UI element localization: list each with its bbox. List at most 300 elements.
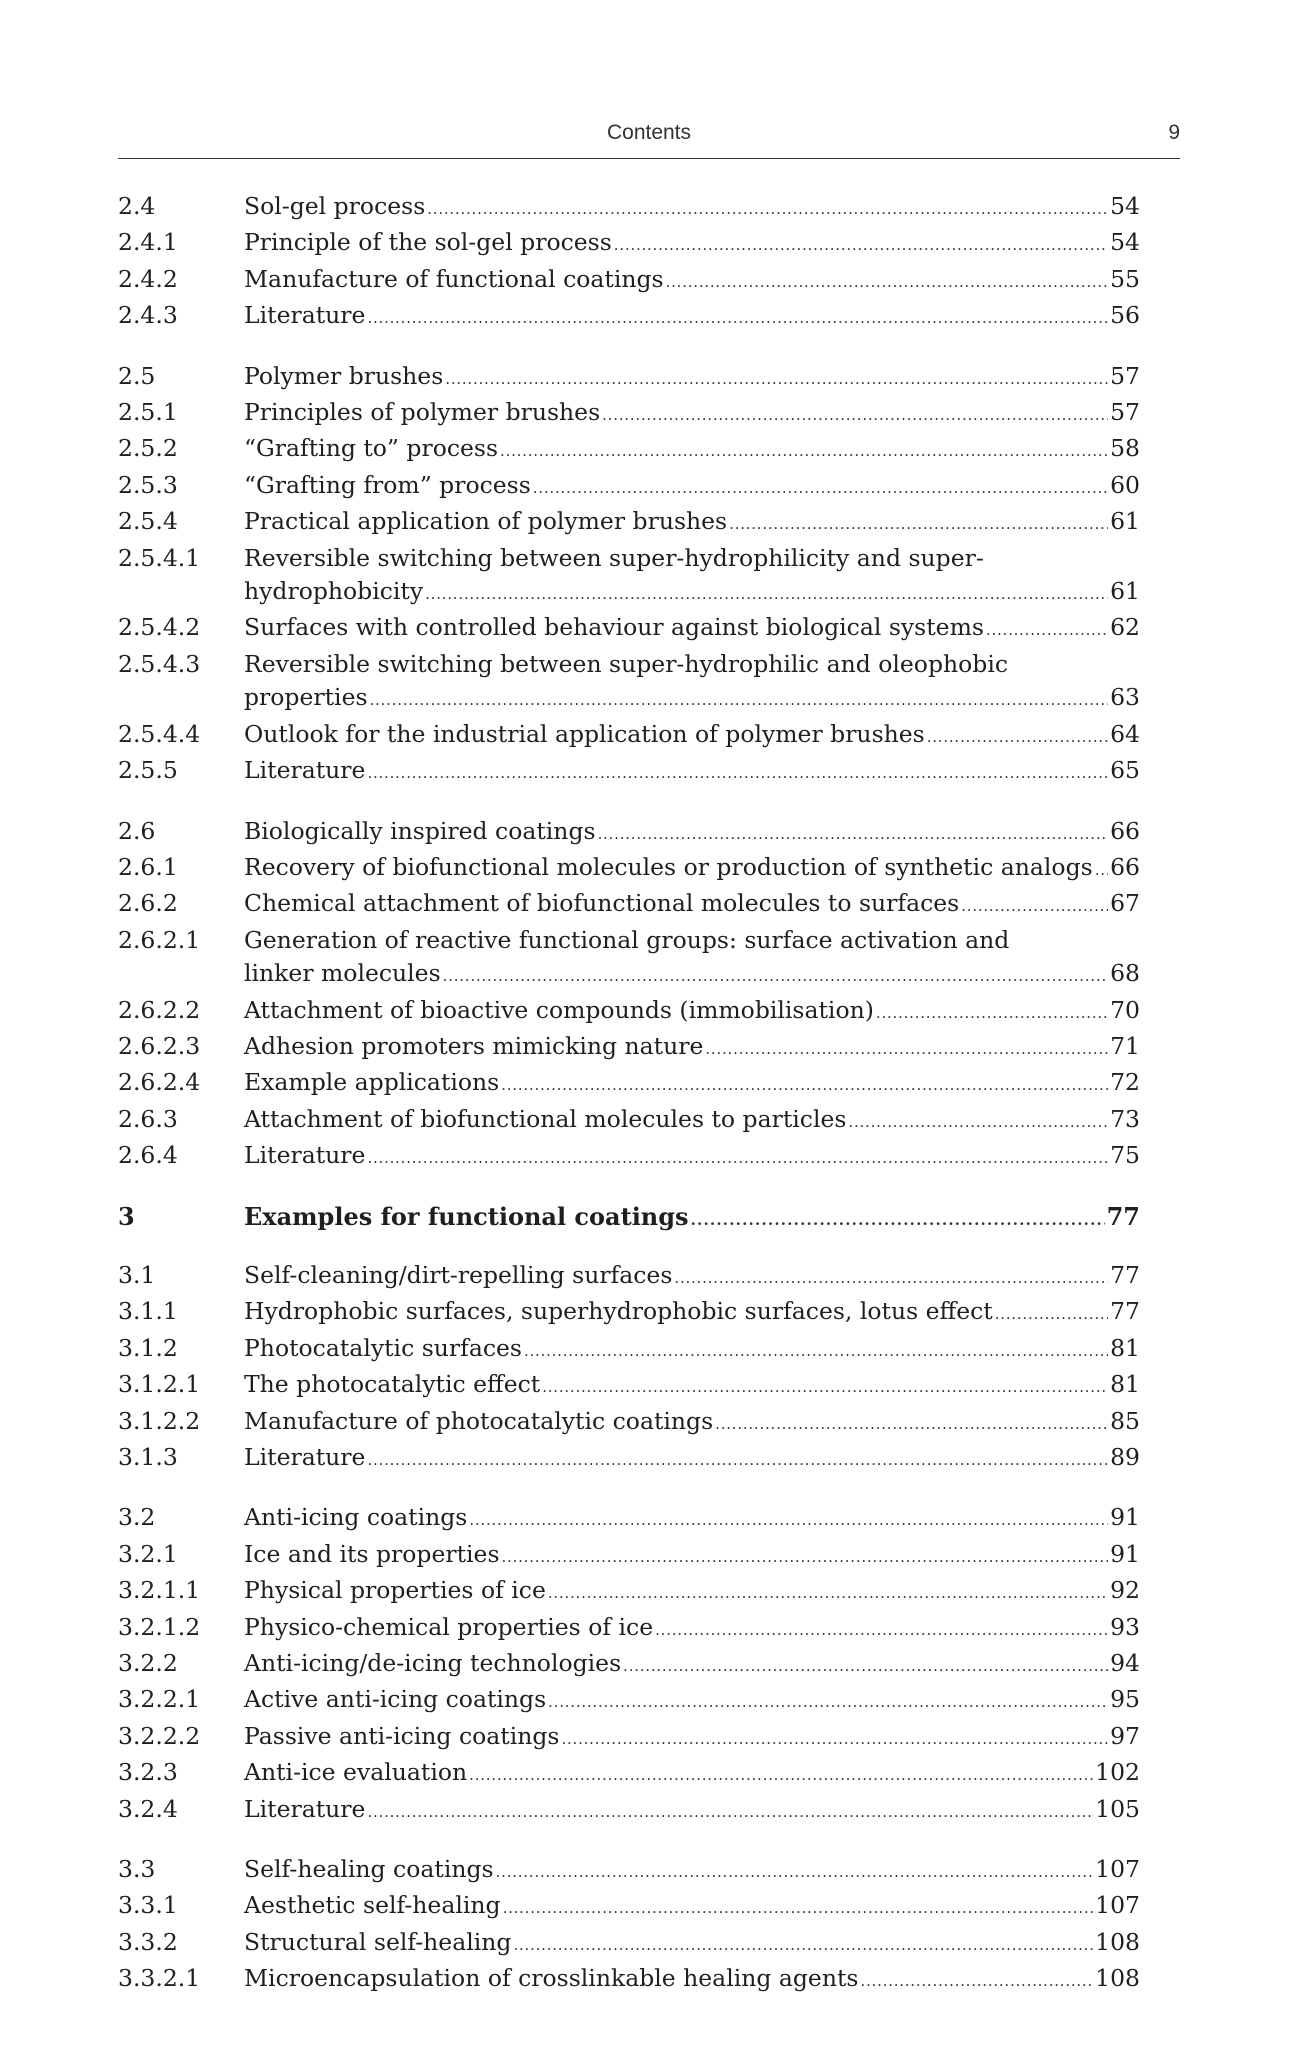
entry-body: [244, 1030, 1140, 1066]
entry-page-number: 91: [1110, 1539, 1140, 1568]
dot-leader: [674, 1259, 1108, 1295]
entry-line: [244, 1889, 1140, 1925]
dot-leader: [561, 1720, 1108, 1756]
section-number: 3.2.4: [118, 1794, 178, 1823]
section-number: 3.1.2: [118, 1333, 178, 1362]
dot-leader: [425, 575, 1108, 611]
dot-leader: [533, 469, 1108, 505]
entry-line: [244, 851, 1140, 887]
toc-entry[interactable]: [118, 924, 1140, 994]
toc-entry[interactable]: [118, 1889, 1140, 1925]
toc-entry[interactable]: [118, 263, 1140, 299]
toc-entry[interactable]: [118, 1574, 1140, 1610]
dot-leader: [501, 1066, 1108, 1102]
entry-body: [244, 263, 1140, 299]
dot-leader: [524, 1332, 1108, 1368]
section-number: 2.6: [118, 816, 156, 845]
toc-chapter-group: [118, 1200, 1140, 1237]
section-number: 2.6.2.2: [118, 995, 201, 1024]
section-number: 3.1.3: [118, 1443, 178, 1471]
toc-entry[interactable]: [118, 1139, 1140, 1175]
entry-title: Photocatalytic surfaces: [244, 1333, 522, 1362]
toc-entry[interactable]: [118, 815, 1140, 851]
entry-line: [244, 1295, 1140, 1331]
toc-entry[interactable]: [118, 1611, 1140, 1647]
entry-page-number: 93: [1110, 1612, 1140, 1641]
entry-title: Literature: [244, 1794, 366, 1823]
entry-page-number: 77: [1106, 1201, 1140, 1231]
dot-leader: [367, 299, 1108, 335]
entry-body: [244, 1683, 1140, 1719]
toc-entry[interactable]: [118, 611, 1140, 647]
section-number: 3.2.2.1: [118, 1685, 201, 1714]
toc-section-group: [118, 190, 1140, 336]
entry-line: [244, 1574, 1140, 1610]
dot-leader: [469, 1756, 1093, 1792]
section-number: 2.6.2.4: [118, 1068, 201, 1097]
section-number: 2.6.1: [118, 852, 178, 881]
entry-line: [244, 1332, 1140, 1368]
entry-line: [244, 575, 1140, 611]
section-number: 3.1.2.1: [118, 1370, 201, 1399]
entry-page-number: 97: [1110, 1721, 1140, 1750]
entry-page-number: 71: [1110, 1031, 1140, 1060]
toc-section-group: [118, 1853, 1140, 1999]
entry-page-number: 62: [1110, 613, 1140, 642]
section-number: 2.4.2: [118, 264, 178, 293]
entry-line: [244, 1441, 1140, 1477]
section-number: 3: [118, 1201, 135, 1231]
entry-line: [244, 924, 1140, 957]
entry-title: Adhesion promoters mimicking nature: [244, 1031, 704, 1060]
toc-entry[interactable]: [118, 1259, 1140, 1295]
dot-leader: [367, 1793, 1093, 1829]
entry-title: Attachment of bioactive compounds (immobilisation): [244, 995, 874, 1024]
toc-section-group: [118, 360, 1140, 791]
dot-leader: [1095, 851, 1108, 887]
entry-page-number: 60: [1110, 470, 1140, 499]
dot-leader: [995, 1295, 1108, 1331]
dot-leader: [705, 1030, 1108, 1066]
entry-page-number: 70: [1110, 995, 1140, 1024]
entry-page-number: 55: [1110, 264, 1140, 293]
section-number: 3.1.2.2: [118, 1406, 201, 1435]
entry-body: [244, 299, 1140, 335]
dot-leader: [986, 611, 1108, 647]
section-number: 2.5.4.2: [118, 613, 201, 642]
toc-entry[interactable]: [118, 1295, 1140, 1331]
dot-leader: [443, 957, 1108, 993]
entry-body: [244, 1889, 1140, 1925]
running-header: [118, 118, 1180, 159]
entry-title: Practical application of polymer brushes: [244, 507, 728, 536]
entry-body: [244, 226, 1140, 262]
section-number: 2.4: [118, 192, 156, 220]
entry-page-number: 65: [1110, 756, 1140, 785]
dot-leader: [848, 1103, 1108, 1139]
entry-page-number: 105: [1095, 1794, 1140, 1823]
entry-line: [244, 887, 1140, 923]
entry-body: [244, 1756, 1140, 1792]
dot-leader: [469, 1501, 1108, 1537]
entry-body: [244, 1066, 1140, 1102]
entry-title: Physical properties of ice: [244, 1576, 546, 1605]
entry-page-number: 66: [1110, 816, 1140, 845]
entry-line: [244, 469, 1140, 505]
entry-page-number: 108: [1095, 1964, 1140, 1993]
dot-leader: [927, 718, 1108, 754]
section-number: 2.6.2: [118, 889, 178, 918]
dot-leader: [623, 1647, 1108, 1683]
entry-body: [244, 505, 1140, 541]
entry-title: Biologically inspired coatings: [244, 816, 596, 845]
entry-title: hydrophobicity: [244, 577, 424, 606]
dot-leader: [367, 1139, 1108, 1175]
entry-title: Hydrophobic surfaces, superhydrophobic surfaces, lotus effect: [244, 1297, 993, 1326]
entry-body: [244, 1368, 1140, 1404]
section-number: 2.6.4: [118, 1141, 178, 1170]
dot-leader: [691, 1200, 1105, 1237]
entry-page-number: 61: [1110, 507, 1140, 536]
dot-leader: [876, 994, 1108, 1030]
entry-page-number: 75: [1110, 1141, 1140, 1170]
entry-page-number: 66: [1110, 852, 1140, 881]
entry-title: “Grafting from” process: [244, 470, 531, 499]
entry-body: [244, 1295, 1140, 1331]
toc-entry[interactable]: [118, 648, 1140, 718]
toc-entry[interactable]: [118, 360, 1140, 396]
entry-title: Self-healing coatings: [244, 1855, 494, 1884]
entry-body: [244, 994, 1140, 1030]
entry-page-number: 57: [1110, 361, 1140, 390]
entry-page-number: 107: [1095, 1855, 1140, 1884]
entry-line: [244, 1793, 1140, 1829]
toc-entry[interactable]: [118, 542, 1140, 612]
entry-title: Examples for functional coatings: [244, 1201, 689, 1231]
toc-entry[interactable]: [118, 754, 1140, 790]
entry-title: Example applications: [244, 1068, 500, 1097]
entry-title: Polymer brushes: [244, 361, 444, 390]
entry-body: [244, 1441, 1140, 1477]
entry-title: Self-cleaning/dirt-repelling surfaces: [244, 1260, 673, 1289]
section-number: 3.2.1.2: [118, 1612, 201, 1641]
section-number: 2.5.3: [118, 470, 178, 499]
entry-line: [244, 1259, 1140, 1295]
section-number: 3.3.2.1: [118, 1964, 201, 1993]
entry-body: [244, 1405, 1140, 1441]
section-number: 2.4.3: [118, 301, 178, 330]
entry-body: [244, 924, 1140, 994]
entry-line: [244, 1926, 1140, 1962]
entry-line: [244, 190, 1140, 226]
entry-page-number: 64: [1110, 719, 1140, 748]
entry-body: [244, 1720, 1140, 1756]
dot-leader: [513, 1926, 1093, 1962]
section-number: 3.3.1: [118, 1891, 178, 1920]
section-number: 3.3.2: [118, 1927, 178, 1956]
toc-entry[interactable]: [118, 1720, 1140, 1756]
entry-body: [244, 887, 1140, 923]
entry-page-number: 108: [1095, 1927, 1140, 1956]
section-number: 3.2.2: [118, 1649, 178, 1678]
dot-leader: [598, 815, 1109, 851]
entry-title: Generation of reactive functional groups: surface activation and: [244, 925, 1010, 954]
entry-title: Passive anti-icing coatings: [244, 1721, 560, 1750]
toc-entry[interactable]: [118, 994, 1140, 1030]
entry-page-number: 57: [1110, 398, 1140, 427]
toc-entry[interactable]: [118, 1368, 1140, 1404]
dot-leader: [502, 1538, 1109, 1574]
toc-section-group: [118, 815, 1140, 1176]
entry-line: [244, 611, 1140, 647]
entry-line: [244, 299, 1140, 335]
entry-body: [244, 1793, 1140, 1829]
entry-title: linker molecules: [244, 959, 441, 988]
section-number: 3.3: [118, 1855, 156, 1884]
entry-body: [244, 1611, 1140, 1647]
entry-line: [244, 1066, 1140, 1102]
entry-title: Manufacture of functional coatings: [244, 264, 664, 293]
entry-title: Manufacture of photocatalytic coatings: [244, 1406, 714, 1435]
toc-entry[interactable]: [118, 226, 1140, 262]
entry-title: Anti-icing/de-icing technologies: [244, 1649, 622, 1678]
entry-line: [244, 1501, 1140, 1537]
dot-leader: [715, 1405, 1108, 1441]
entry-line: [244, 1962, 1140, 1998]
dot-leader: [602, 396, 1108, 432]
section-number: 2.5: [118, 361, 156, 390]
dot-leader: [542, 1368, 1108, 1404]
entry-title: Reversible switching between super-hydrophilic and oleophobic: [244, 649, 1008, 678]
entry-line: [244, 263, 1140, 299]
toc-entry[interactable]: [118, 1793, 1140, 1829]
toc-entry[interactable]: [118, 1405, 1140, 1441]
entry-title: Principles of polymer brushes: [244, 398, 601, 427]
toc-entry[interactable]: [118, 505, 1140, 541]
table-of-contents: [118, 190, 1140, 2023]
dot-leader: [370, 681, 1109, 717]
entry-body: [244, 190, 1140, 226]
toc-entry[interactable]: [118, 1683, 1140, 1719]
entry-body: [244, 851, 1140, 887]
toc-section-group: [118, 1501, 1140, 1829]
entry-line: [244, 648, 1140, 681]
entry-page-number: 81: [1110, 1370, 1140, 1399]
entry-body: [244, 1103, 1140, 1139]
entry-page-number: 85: [1110, 1406, 1140, 1435]
entry-line: [244, 681, 1140, 717]
entry-title: Literature: [244, 756, 366, 785]
entry-title: Aesthetic self-healing: [244, 1891, 501, 1920]
entry-line: [244, 1853, 1140, 1889]
entry-body: [244, 1926, 1140, 1962]
entry-line: [244, 1200, 1140, 1237]
section-number: 2.5.5: [118, 756, 178, 785]
dot-leader: [367, 754, 1108, 790]
entry-line: [244, 1647, 1140, 1683]
entry-body: [244, 754, 1140, 790]
section-number: 2.6.2.3: [118, 1031, 201, 1060]
entry-line: [244, 957, 1140, 993]
toc-entry[interactable]: [118, 887, 1140, 923]
section-number: 3.1: [118, 1260, 156, 1289]
entry-page-number: 77: [1110, 1260, 1140, 1289]
entry-line: [244, 360, 1140, 396]
entry-page-number: 95: [1110, 1685, 1140, 1714]
entry-page-number: 102: [1095, 1758, 1140, 1787]
entry-body: [244, 396, 1140, 432]
entry-page-number: 91: [1110, 1503, 1140, 1532]
entry-title: Literature: [244, 301, 366, 330]
page-number: 9: [1168, 121, 1180, 144]
entry-body: [244, 1259, 1140, 1295]
section-number: 3.1.1: [118, 1297, 178, 1326]
entry-title: Microencapsulation of crosslinkable healing agents: [244, 1964, 859, 1993]
dot-leader: [427, 190, 1108, 226]
entry-line: [244, 718, 1140, 754]
entry-line: [244, 1683, 1140, 1719]
dot-leader: [445, 360, 1108, 396]
toc-entry[interactable]: [118, 851, 1140, 887]
entry-line: [244, 1538, 1140, 1574]
entry-title: Recovery of biofunctional molecules or production of synthetic analogs: [244, 852, 1093, 881]
toc-entry[interactable]: [118, 1962, 1140, 1998]
toc-entry[interactable]: [118, 1647, 1140, 1683]
toc-entry[interactable]: [118, 1066, 1140, 1102]
entry-body: [244, 469, 1140, 505]
section-number: 3.2.1: [118, 1539, 178, 1568]
dot-leader: [860, 1962, 1093, 1998]
entry-line: [244, 396, 1140, 432]
entry-body: [244, 1200, 1140, 1237]
entry-body: [244, 1853, 1140, 1889]
entry-title: The photocatalytic effect: [244, 1370, 541, 1399]
entry-line: [244, 1405, 1140, 1441]
toc-entry[interactable]: [118, 1926, 1140, 1962]
toc-entry[interactable]: [118, 1103, 1140, 1139]
entry-title: Principle of the sol-gel process: [244, 228, 612, 257]
entry-body: [244, 1538, 1140, 1574]
entry-title: Anti-ice evaluation: [244, 1758, 468, 1787]
entry-body: [244, 1139, 1140, 1175]
entry-title: Literature: [244, 1141, 366, 1170]
dot-leader: [666, 263, 1108, 299]
entry-page-number: 92: [1110, 1576, 1140, 1605]
entry-line: [244, 815, 1140, 851]
entry-page-number: 54: [1110, 228, 1140, 257]
entry-page-number: 61: [1110, 577, 1140, 606]
entry-title: “Grafting to” process: [244, 434, 499, 463]
toc-entry[interactable]: [118, 396, 1140, 432]
entry-line: [244, 1030, 1140, 1066]
section-number: 2.6.2.1: [118, 925, 201, 954]
toc-section-group: [118, 1259, 1140, 1477]
dot-leader: [367, 1441, 1108, 1477]
entry-title: Attachment of biofunctional molecules to particles: [244, 1104, 847, 1133]
section-number: 2.5.2: [118, 434, 178, 463]
dot-leader: [548, 1683, 1108, 1719]
entry-page-number: 77: [1110, 1297, 1140, 1326]
entry-page-number: 94: [1110, 1649, 1140, 1678]
entry-body: [244, 648, 1140, 718]
entry-line: [244, 754, 1140, 790]
entry-body: [244, 542, 1140, 612]
dot-leader: [961, 887, 1108, 923]
toc-entry[interactable]: [118, 432, 1140, 468]
dot-leader: [503, 1889, 1094, 1925]
toc-entry[interactable]: [118, 190, 1140, 226]
section-number: 2.4.1: [118, 228, 178, 257]
entry-page-number: 73: [1110, 1104, 1140, 1133]
section-number: 2.5.4: [118, 507, 178, 536]
dot-leader: [548, 1574, 1108, 1610]
entry-body: [244, 718, 1140, 754]
entry-title: Structural self-healing: [244, 1927, 512, 1956]
entry-body: [244, 1501, 1140, 1537]
section-number: 3.2: [118, 1503, 156, 1532]
toc-entry[interactable]: [118, 718, 1140, 754]
toc-entry[interactable]: [118, 1030, 1140, 1066]
section-number: 2.5.1: [118, 398, 178, 427]
entry-body: [244, 815, 1140, 851]
entry-body: [244, 1332, 1140, 1368]
section-number: 2.5.4.1: [118, 543, 201, 572]
toc-entry[interactable]: [118, 469, 1140, 505]
running-title: Contents: [606, 121, 692, 144]
toc-entry[interactable]: [118, 299, 1140, 335]
entry-line: [244, 1756, 1140, 1792]
toc-entry[interactable]: [118, 1501, 1140, 1537]
toc-entry[interactable]: [118, 1441, 1140, 1477]
entry-body: [244, 360, 1140, 396]
dot-leader: [496, 1853, 1094, 1889]
dot-leader: [655, 1611, 1108, 1647]
entry-title: Surfaces with controlled behaviour against biological systems: [244, 613, 984, 642]
section-number: 2.6.3: [118, 1104, 178, 1133]
entry-title: Physico-chemical properties of ice: [244, 1612, 654, 1641]
entry-title: Active anti-icing coatings: [244, 1685, 547, 1714]
entry-body: [244, 1574, 1140, 1610]
section-number: 2.5.4.3: [118, 649, 201, 678]
entry-line: [244, 1103, 1140, 1139]
toc-entry[interactable]: [118, 1756, 1140, 1792]
section-number: 3.2.3: [118, 1758, 178, 1787]
toc-entry[interactable]: [118, 1332, 1140, 1368]
toc-entry[interactable]: [118, 1538, 1140, 1574]
entry-line: [244, 1139, 1140, 1175]
entry-line: [244, 542, 1140, 575]
entry-line: [244, 994, 1140, 1030]
section-number: 2.5.4.4: [118, 719, 201, 748]
entry-page-number: 56: [1110, 301, 1140, 330]
entry-line: [244, 226, 1140, 262]
entry-page-number: 54: [1110, 192, 1140, 220]
entry-body: [244, 1962, 1140, 1998]
entry-title: Literature: [244, 1443, 366, 1471]
entry-page-number: 72: [1110, 1068, 1140, 1097]
dot-leader: [614, 226, 1108, 262]
entry-title: Sol-gel process: [244, 192, 426, 220]
entry-title: Chemical attachment of biofunctional molecules to surfaces: [244, 889, 960, 918]
entry-line: [244, 1368, 1140, 1404]
entry-page-number: 63: [1110, 683, 1140, 712]
entry-body: [244, 611, 1140, 647]
toc-entry[interactable]: [118, 1200, 1140, 1237]
section-number: 3.2.1.1: [118, 1576, 201, 1605]
entry-line: [244, 505, 1140, 541]
toc-entry[interactable]: [118, 1853, 1140, 1889]
entry-title: Reversible switching between super-hydrophilicity and super-: [244, 543, 984, 572]
